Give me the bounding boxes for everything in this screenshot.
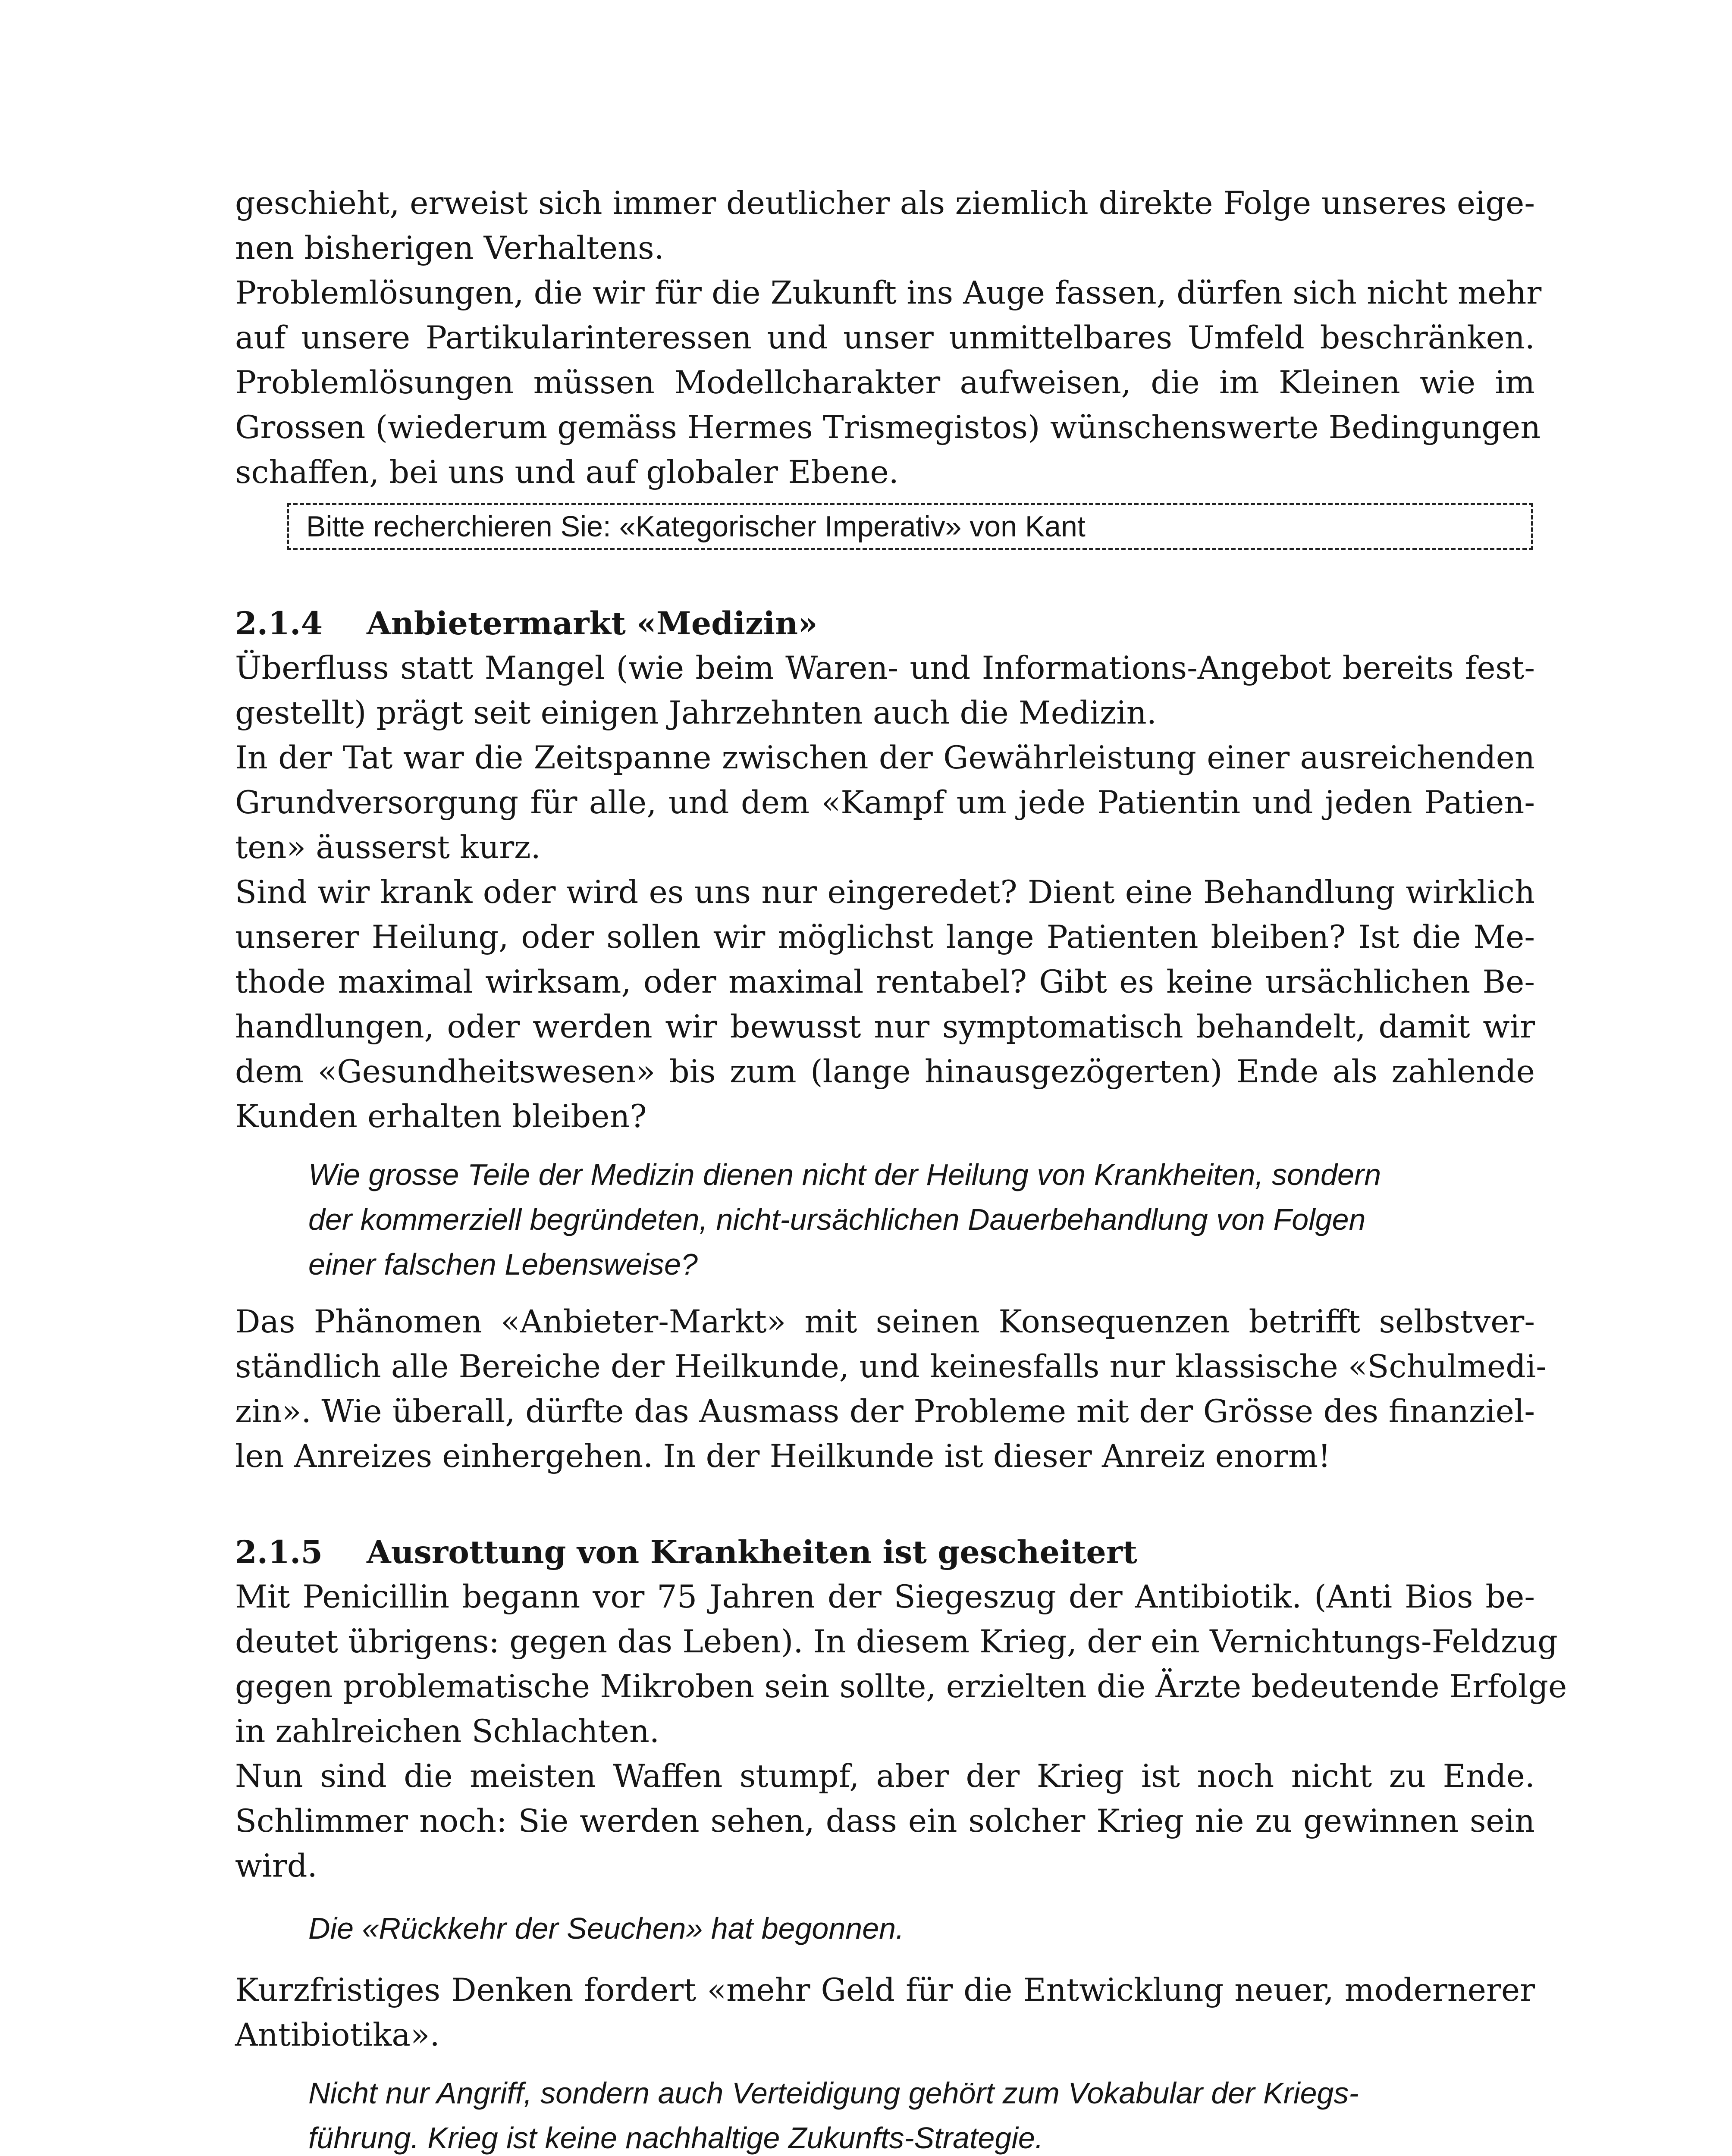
text-line: deutet übrigens: gegen das Leben). In diesem Krieg, der ein Vernichtungs-Feldzug — [235, 1623, 1558, 1660]
text-line: Problemlösungen müssen Modellcharakter aufweisen, die im Kleinen wie im — [235, 364, 1535, 401]
quote-line: einer falschen Lebensweise? — [308, 1247, 698, 1281]
paragraph — [235, 1300, 1547, 1479]
text-line: Problemlösungen, die wir für die Zukunft ins Auge fassen, dürfen sich nicht mehr — [235, 275, 1542, 311]
paragraph — [235, 181, 1535, 271]
callout-text: Bitte recherchieren Sie: «Kategorischer Imperativ» von Kant — [306, 510, 1086, 543]
text-line: zin». Wie überall, dürfte das Ausmass der Probleme mit der Grösse des finanziel- — [235, 1393, 1535, 1430]
paragraph — [235, 1968, 1535, 2058]
paragraph — [235, 870, 1535, 1139]
text-line: Nun sind die meisten Waffen stumpf, aber der Krieg ist noch nicht zu Ende. — [235, 1758, 1535, 1795]
section-heading-2-1-5 — [235, 1530, 1535, 1575]
text-line: ständlich alle Bereiche der Heilkunde, und keinesfalls nur klassische «Schulmedi- — [235, 1348, 1547, 1385]
section-heading-2-1-4 — [235, 601, 1535, 646]
text-line: geschieht, erweist sich immer deutlicher als ziemlich direkte Folge unseres eige- — [235, 185, 1535, 222]
text-line: dem «Gesundheitswesen» bis zum (lange hinausgezögerten) Ende als zahlende — [235, 1053, 1535, 1090]
text-line: Grossen (wiederum gemäss Hermes Trismegistos) wünschenswerte Bedingungen — [235, 409, 1541, 446]
page-content — [235, 181, 1567, 2156]
italic-quote — [308, 2071, 1525, 2156]
paragraph — [235, 736, 1535, 870]
text-line: len Anreizes einhergehen. In der Heilkunde ist dieser Anreiz enorm! — [235, 1438, 1331, 1475]
paragraph — [235, 646, 1535, 736]
section-title: Anbietermarkt «Medizin» — [367, 605, 818, 642]
text-line: Kunden erhalten bleiben? — [235, 1098, 647, 1135]
quote-line: Wie grosse Teile der Medizin dienen nicht der Heilung von Krankheiten, sondern — [308, 1158, 1381, 1191]
text-line: nen bisherigen Verhaltens. — [235, 230, 664, 266]
text-line: wird. — [235, 1848, 317, 1884]
research-callout-box — [287, 503, 1533, 550]
text-line: auf unsere Partikularinteressen und unser unmittelbares Umfeld beschränken. — [235, 320, 1535, 356]
text-line: unserer Heilung, oder sollen wir möglichst lange Patienten bleiben? Ist die Me- — [235, 919, 1535, 956]
text-line: ten» äusserst kurz. — [235, 829, 541, 866]
section-title: Ausrottung von Krankheiten ist gescheitert — [367, 1534, 1137, 1571]
text-line: Sind wir krank oder wird es uns nur eingeredet? Dient eine Behandlung wirklich — [235, 874, 1535, 911]
text-line: Mit Penicillin begann vor 75 Jahren der Siegeszug der Antibiotik. (Anti Bios be- — [235, 1579, 1535, 1615]
quote-line: Die «Rückkehr der Seuchen» hat begonnen. — [308, 1912, 904, 1945]
paragraph — [235, 271, 1542, 495]
text-line: in zahlreichen Schlachten. — [235, 1713, 660, 1750]
quote-line: Nicht nur Angriff, sondern auch Verteidigung gehört zum Vokabular der Kriegs- — [308, 2076, 1359, 2110]
text-line: Schlimmer noch: Sie werden sehen, dass ein solcher Krieg nie zu gewinnen sein — [235, 1803, 1535, 1839]
text-line: gegen problematische Mikroben sein sollte, erzielten die Ärzte bedeutende Erfolge — [235, 1668, 1567, 1705]
text-line: schaffen, bei uns und auf globaler Ebene. — [235, 454, 899, 491]
section-number: 2.1.5 — [235, 1534, 323, 1571]
quote-line: führung. Krieg ist keine nachhaltige Zukunfts-Strategie. — [308, 2121, 1044, 2155]
text-line: thode maximal wirksam, oder maximal rentabel? Gibt es keine ursächlichen Be- — [235, 964, 1535, 1000]
section-number: 2.1.4 — [235, 605, 323, 642]
italic-quote — [308, 1906, 1525, 1951]
text-line: gestellt) prägt seit einigen Jahrzehnten auch die Medizin. — [235, 695, 1157, 731]
text-line: Grundversorgung für alle, und dem «Kampf um jede Patientin und jeden Patien- — [235, 784, 1535, 821]
paragraph — [235, 1575, 1567, 1754]
quote-line: der kommerziell begründeten, nicht-ursächlichen Dauerbehandlung von Folgen — [308, 1203, 1366, 1236]
paragraph — [235, 1754, 1535, 1889]
text-line: In der Tat war die Zeitspanne zwischen der Gewährleistung einer ausreichenden — [235, 740, 1535, 776]
text-line: Antibiotika». — [235, 2017, 440, 2053]
text-line: handlungen, oder werden wir bewusst nur symptomatisch behandelt, damit wir — [235, 1009, 1535, 1045]
text-line: Überfluss statt Mangel (wie beim Waren- und Informations-Angebot bereits fest- — [235, 650, 1535, 686]
text-line: Kurzfristiges Denken fordert «mehr Geld für die Entwicklung neuer, modernerer — [235, 1972, 1535, 2009]
text-line: Das Phänomen «Anbieter-Markt» mit seinen Konsequenzen betrifft selbstver- — [235, 1304, 1535, 1340]
italic-quote — [308, 1152, 1525, 1287]
